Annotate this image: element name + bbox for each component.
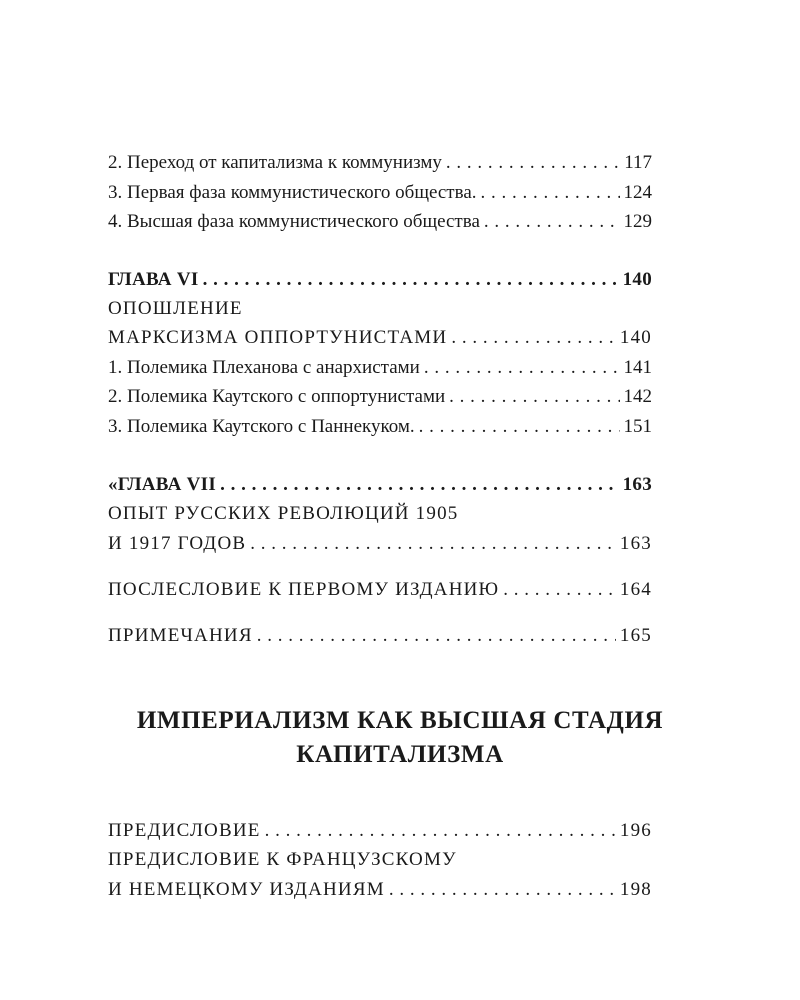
afterword-entry <box>108 580 652 599</box>
table-of-contents <box>108 0 652 1000</box>
toc-entry-page: 142 <box>623 386 652 407</box>
toc-entry <box>108 387 652 406</box>
leader-dots <box>503 580 616 599</box>
chapter-title-entry <box>108 328 652 347</box>
toc-entry-label: 3. Первая фаза коммунистического общества. <box>108 182 477 203</box>
toc-entry-page: 124 <box>623 182 652 203</box>
toc-entry-page: 151 <box>623 416 652 437</box>
toc-entry-label: 2. Полемика Каутского с оппортунистами <box>108 386 446 407</box>
leader-dots <box>389 880 616 899</box>
section-title-line1: ИМПЕРИАЛИЗМ КАК ВЫСШАЯ СТАДИЯ <box>136 707 664 734</box>
chapter-heading <box>108 475 652 494</box>
toc-entry <box>108 358 652 377</box>
chapter-heading-page: 163 <box>622 474 652 495</box>
preface-label: ПРЕДИСЛОВИЕ <box>108 820 261 841</box>
preface-fr-label: И НЕМЕЦКОМУ ИЗДАНИЯМ <box>108 879 385 900</box>
chapter-heading-label: ГЛАВА VI <box>108 269 199 290</box>
leader-dots <box>257 626 616 645</box>
toc-entry <box>108 417 652 436</box>
chapter-title-page: 163 <box>619 533 652 554</box>
chapter-heading-page: 140 <box>622 269 652 290</box>
leader-dots <box>424 358 620 377</box>
chapter-title-line: ОПЫТ РУССКИХ РЕВОЛЮЦИЙ 1905 <box>108 503 459 524</box>
chapter-heading-label: «ГЛАВА VII <box>108 474 217 495</box>
toc-entry <box>108 183 652 202</box>
section-title-line2: КАПИТАЛИЗМА <box>296 741 504 768</box>
notes-page: 165 <box>619 625 652 646</box>
toc-entry <box>108 153 652 172</box>
notes-label: ПРИМЕЧАНИЯ <box>108 625 253 646</box>
leader-dots <box>481 183 620 202</box>
leader-dots <box>484 212 620 231</box>
afterword-label: ПОСЛЕСЛОВИЕ К ПЕРВОМУ ИЗДАНИЮ <box>108 579 500 600</box>
chapter-title-label: МАРКСИЗМА ОППОРТУНИСТАМИ <box>108 327 448 348</box>
toc-entry-page: 117 <box>624 152 652 173</box>
leader-dots <box>419 417 620 436</box>
leader-dots <box>265 821 616 840</box>
chapter-title-label: И 1917 ГОДОВ <box>108 533 247 554</box>
toc-entry <box>108 212 652 231</box>
toc-entry-label: 3. Полемика Каутского с Паннекуком. <box>108 416 415 437</box>
leader-dots <box>451 328 616 347</box>
leader-dots <box>203 270 619 289</box>
chapter-title-line: ОПОШЛЕНИЕ <box>108 298 243 319</box>
notes-entry <box>108 626 652 645</box>
toc-entry-page: 141 <box>623 357 652 378</box>
chapter-heading <box>108 270 652 289</box>
leader-dots <box>449 387 619 406</box>
leader-dots <box>446 153 620 172</box>
afterword-page: 164 <box>619 579 652 600</box>
preface-fr-page: 198 <box>619 879 652 900</box>
toc-entry-label: 1. Полемика Плеханова с анархистами <box>108 357 420 378</box>
preface-page: 196 <box>619 820 652 841</box>
leader-dots <box>220 475 619 494</box>
preface-entry <box>108 821 652 840</box>
preface-fr-entry <box>108 880 652 899</box>
leader-dots <box>250 534 616 553</box>
chapter-title-page: 140 <box>619 327 652 348</box>
toc-entry-page: 129 <box>623 211 652 232</box>
preface-fr-line: ПРЕДИСЛОВИЕ К ФРАНЦУЗСКОМУ <box>108 849 457 870</box>
toc-entry-label: 4. Высшая фаза коммунистического общества <box>108 211 480 232</box>
chapter-title-entry <box>108 534 652 553</box>
toc-entry-label: 2. Переход от капитализма к коммунизму <box>108 152 442 173</box>
